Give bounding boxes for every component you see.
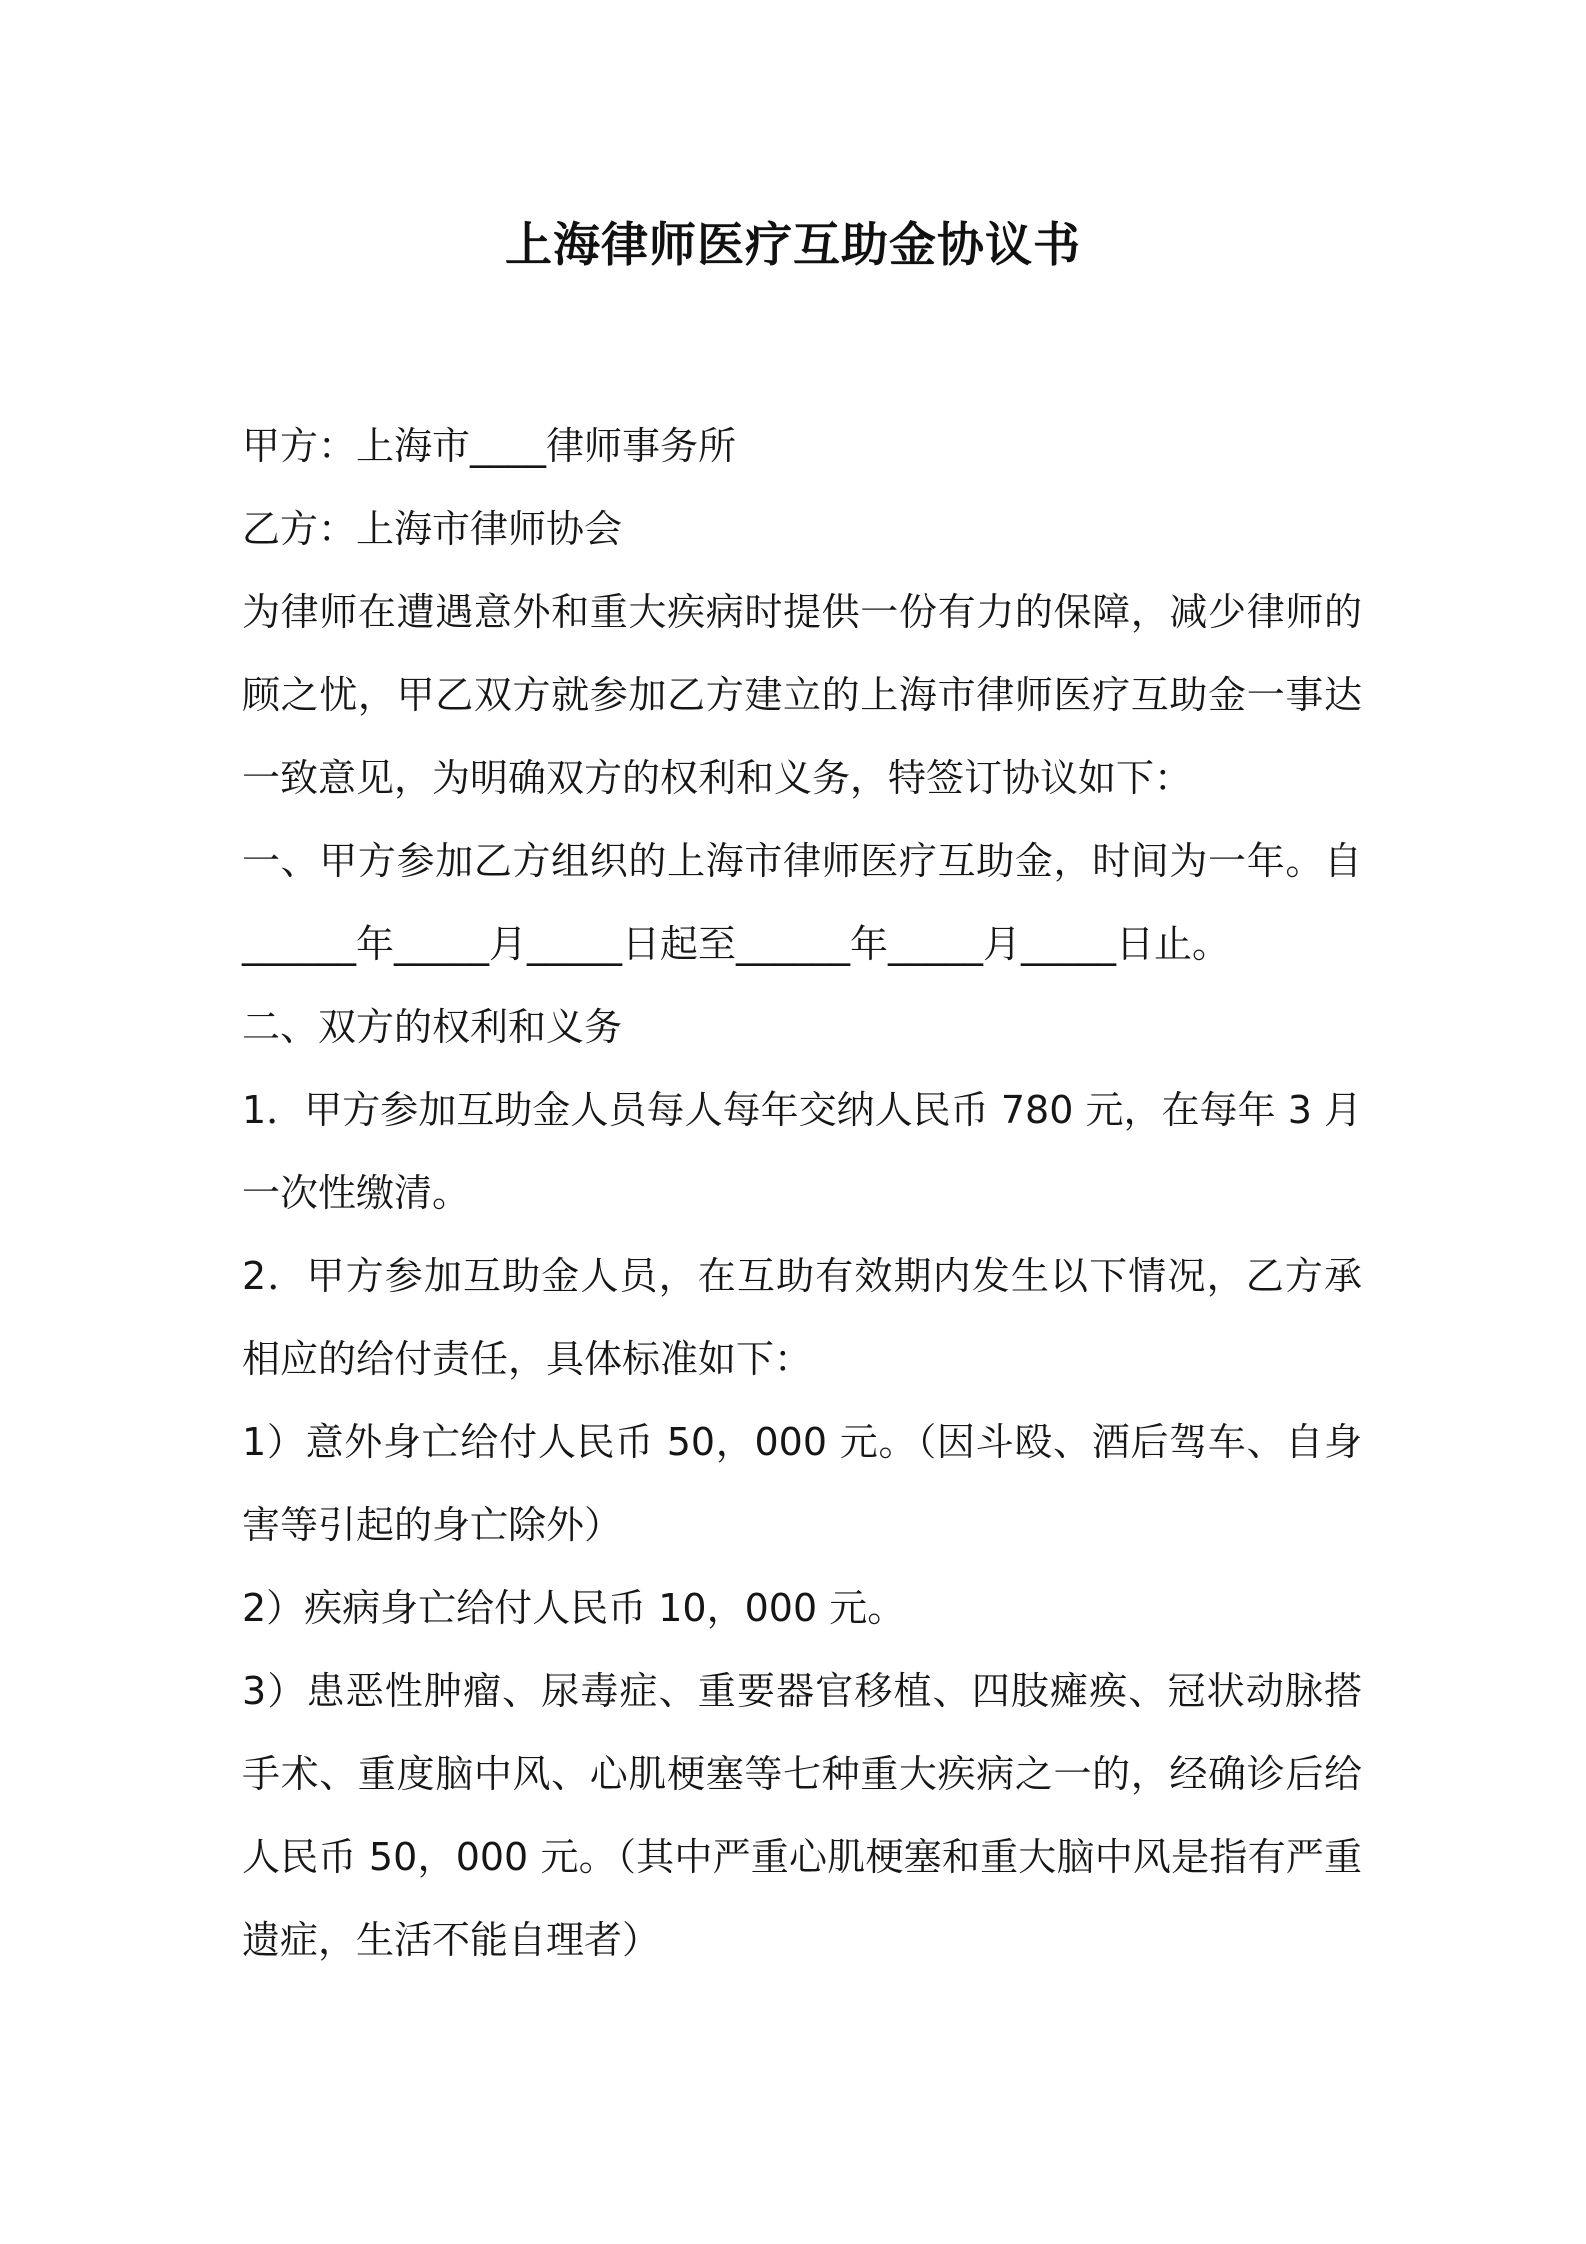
item-2-line-2: 相应的给付责任，具体标准如下： — [242, 1337, 813, 1381]
subitem-1-line-2: 害等引起的身亡除外） — [242, 1503, 623, 1547]
item-1-line-1: 1．甲方参加互助金人员每人每年交纳人民币 780 元，在每年 3 月 — [242, 1088, 1362, 1132]
subitem-3-line-3: 人民币 50，000 元。（其中严重心肌梗塞和重大脑中风是指有严重 — [242, 1835, 1362, 1879]
clause-1-line-1: 一、甲方参加乙方组织的上海市律师医疗互助金，时间为一年。自 — [242, 839, 1362, 883]
preamble-line-2: 顾之忧，甲乙双方就参加乙方建立的上海市律师医疗互助金一事达 — [242, 673, 1362, 717]
subitem-3-line-2: 手术、重度脑中风、心肌梗塞等七种重大疾病之一的，经确诊后给 — [242, 1752, 1362, 1796]
preamble-line-1: 为律师在遭遇意外和重大疾病时提供一份有力的保障，减少律师的 — [242, 590, 1362, 634]
item-2-line-1: 2．甲方参加互助金人员，在互助有效期内发生以下情况，乙方承 — [242, 1254, 1362, 1298]
preamble-line-3: 一致意见，为明确双方的权利和义务，特签订协议如下： — [242, 756, 1193, 800]
subitem-3-line-4: 遗症，生活不能自理者） — [242, 1918, 661, 1962]
party-a-line: 甲方：上海市____律师事务所 — [242, 424, 737, 468]
item-1-line-2: 一次性缴清。 — [242, 1171, 471, 1215]
document-title: 上海律师医疗互助金协议书 — [505, 218, 1081, 273]
subitem-3-line-1: 3）患恶性肿瘤、尿毒症、重要器官移植、四肢瘫痪、冠状动脉搭 — [242, 1669, 1362, 1713]
document-body — [242, 405, 1362, 1982]
subitem-1-line-1: 1）意外身亡给付人民币 50，000 元。（因斗殴、酒后驾车、自身 — [242, 1420, 1362, 1464]
party-b-line: 乙方：上海市律师协会 — [242, 507, 623, 551]
subitem-2-line: 2）疾病身亡给付人民币 10，000 元。 — [242, 1586, 906, 1630]
clause-2-heading: 二、双方的权利和义务 — [242, 1005, 623, 1049]
clause-1-line-2: ______年_____月_____日起至______年_____月_____日止。 — [242, 922, 1231, 966]
